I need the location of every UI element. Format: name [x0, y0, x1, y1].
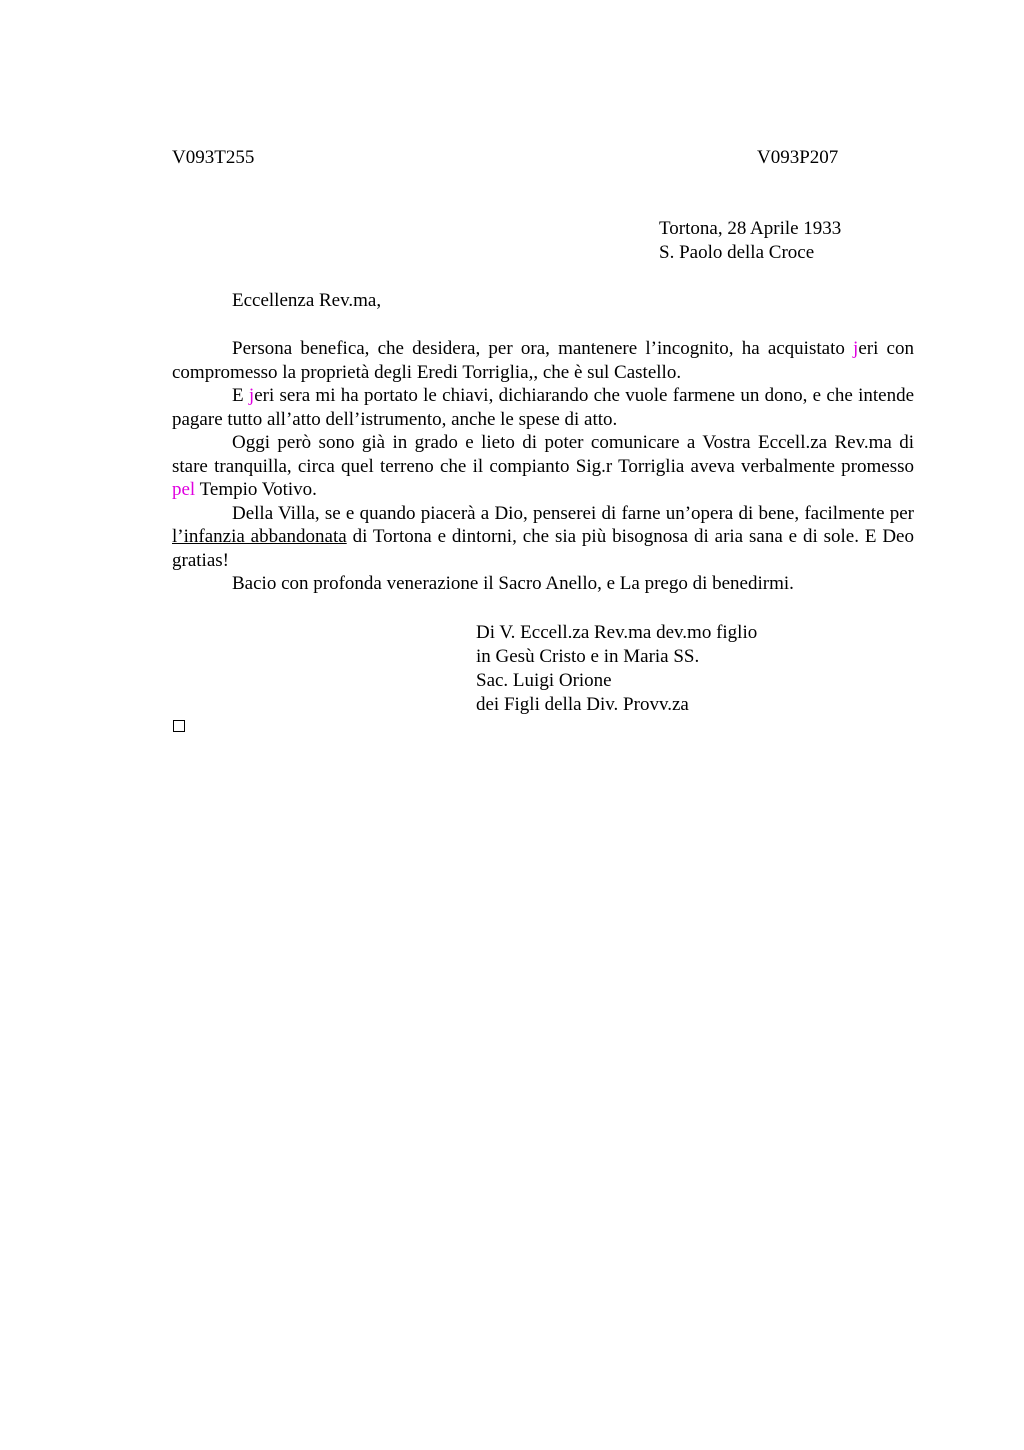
paragraph-5: Bacio con profonda venerazione il Sacro Anello, e La prego di benedirmi. — [232, 573, 794, 594]
document-code-right: V093P207 — [757, 147, 839, 168]
paragraph-1-text-b: eri con compromesso la proprietà degli Eredi Torriglia,, che è sul Castello. — [172, 338, 914, 383]
paragraph-1 — [172, 337, 914, 384]
paragraph-2-text-b: eri sera mi ha portato le chiavi, dichiarando che vuole farmene un dono, e che intende pagare tutto all’atto dell’istrumento, anche le spese di atto. — [172, 385, 915, 430]
paragraph-4-text-a: Della Villa, se e quando piacerà a Dio, penserei di farne un’opera di bene, facilmente per — [232, 502, 914, 524]
salutation: Eccellenza Rev.ma, — [232, 290, 382, 311]
dateline-place-date: Tortona, 28 Aprile 1933 — [659, 218, 842, 239]
paragraph-1-highlight: j — [853, 338, 859, 359]
paragraph-4-text-b: di Tortona e dintorni, che sia più bisognosa di aria sana e di sole. E Deo gratias! — [172, 526, 914, 571]
paragraph-2-highlight: j — [248, 385, 255, 406]
document-code-left: V093T255 — [172, 147, 255, 168]
signature-line-1: Di V. Eccell.za Rev.ma dev.mo figlio — [476, 622, 758, 643]
empty-box-icon — [173, 720, 185, 732]
paragraph-4 — [172, 502, 914, 573]
paragraph-3-text-b: Tempio Votivo. — [195, 479, 317, 500]
paragraph-3 — [172, 431, 914, 502]
dateline-feast: S. Paolo della Croce — [659, 242, 815, 263]
paragraph-3-text-a: Oggi però sono già in grado e lieto di poter comunicare a Vostra Eccell.za Rev.ma di stare tranquilla, circa quel terreno che il compianto Sig.r Torriglia aveva verbalmente promesso — [172, 432, 914, 477]
letter-body — [172, 337, 914, 596]
paragraph-4-underlined: l’infanzia abbandonata — [172, 526, 347, 547]
signature-block — [476, 621, 757, 717]
paragraph-3-highlight: pel — [172, 479, 196, 500]
paragraph-2-text-a: E — [232, 385, 249, 406]
paragraph-1-text-a: Persona benefica, che desidera, per ora, mantenere l’incognito, ha acquistato — [232, 338, 854, 359]
paragraph-2 — [172, 384, 914, 431]
signature-line-3: Sac. Luigi Orione — [476, 670, 612, 691]
signature-line-4: dei Figli della Div. Provv.za — [476, 694, 689, 715]
signature-line-2: in Gesù Cristo e in Maria SS. — [476, 646, 700, 667]
